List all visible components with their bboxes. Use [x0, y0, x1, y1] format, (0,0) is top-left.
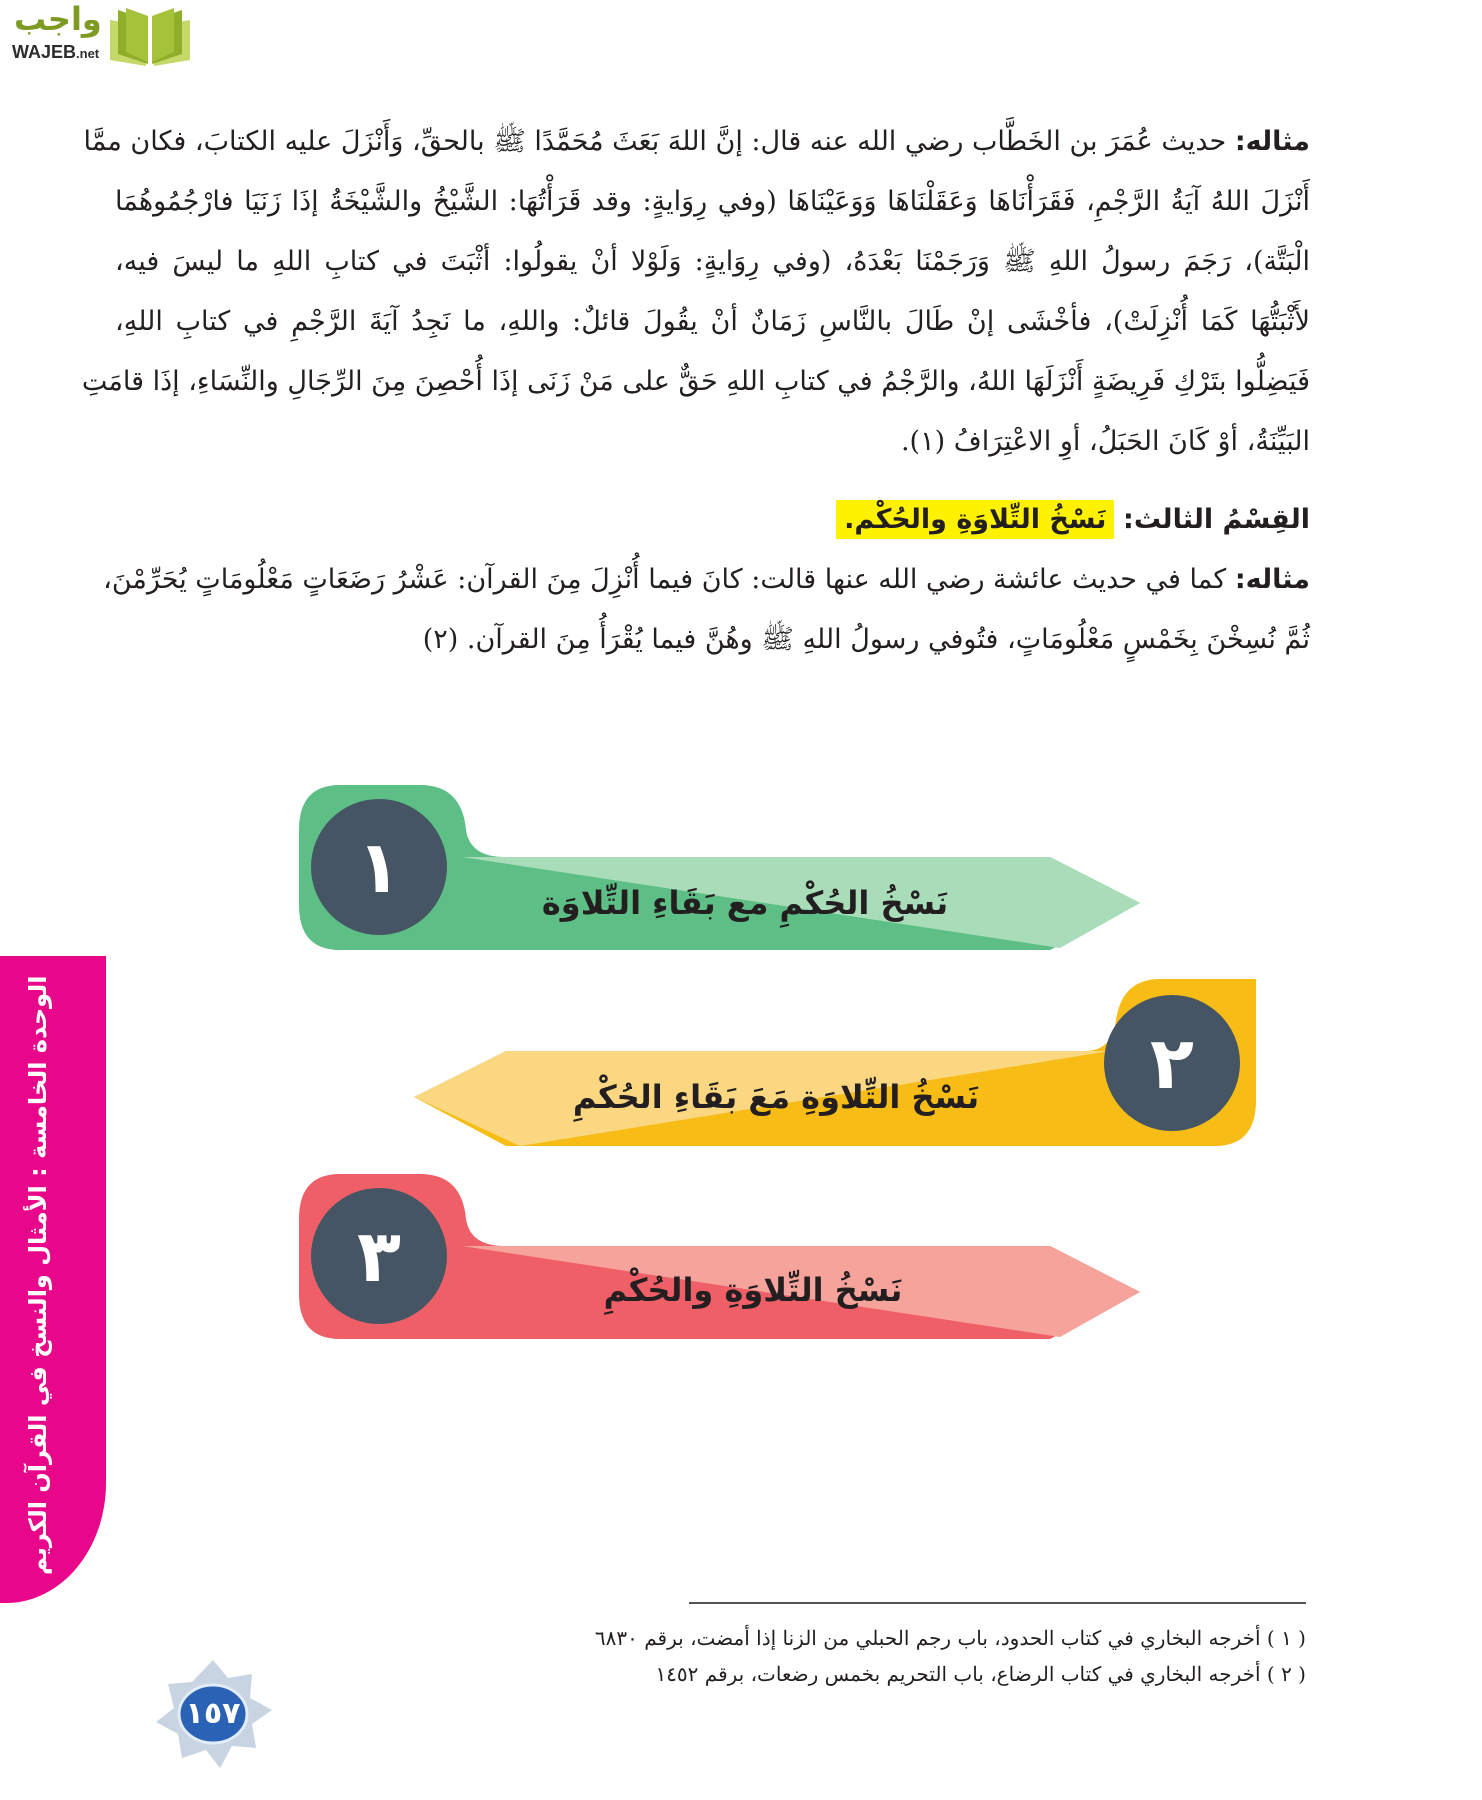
footnote-1: ( ١ ) أخرجه البخاري في كتاب الحدود، باب رجم الحبلي من الزنا إذا أمضت، برقم ٦٨٣٠ [594, 1626, 1306, 1650]
banner-3-text: نَسْخُ التِّلاوَةِ والحُكْمِ [603, 1271, 903, 1309]
text-line: الْبَتَّة)، رَجَمَ رسولُ اللهِ ﷺ وَرَجَمْنَا بَعْدَهُ، (وفي رِوَايةٍ: وَلَوْلا أنْ يقولُوا: أثْبَتَ في كتابِ اللهِ ما ليسَ فيه، [115, 246, 1311, 277]
section-heading: القِسْمُ الثالث: نَسْخُ التِّلاوَةِ والحُكْم. [115, 490, 1310, 550]
footnotes [560, 1620, 1306, 1692]
banner-1-text: نَسْخُ الحُكْمِ مع بَقَاءِ التِّلاوَة [541, 884, 949, 922]
text-line: ثُمَّ نُسِخْنَ بِخَمْسٍ مَعْلُومَاتٍ، فتُوفي رسولُ اللهِ ﷺ وهُنَّ فيما يُقْرَأُ مِنَ القرآن. (٢) [422, 624, 1310, 655]
text-line: مثاله: كما في حديث عائشة رضي الله عنها قالت: كانَ فيما أُنْزِلَ مِنَ القرآن: عَشْرُ رَضَعَاتٍ مَعْلُومَاتٍ يُحَرِّمْنَ، [103, 564, 1310, 595]
banner-3 [299, 1174, 1140, 1339]
example-label: مثاله: [1234, 126, 1310, 157]
banner-3-number: ٣ [357, 1214, 401, 1298]
banner-1-number: ١ [357, 825, 401, 909]
unit-title: الوحدة الخامسة : الأمثال والنسخ في القرآن الكريم [24, 976, 52, 1576]
banner-2 [414, 979, 1256, 1146]
text-line: لأَثْبَتُّهَا كَمَا أُنْزِلَتْ)، فأخْشَى إنْ طَالَ بالنَّاسِ زَمَانٌ أنْ يقُولَ قائلٌ: واللهِ، ما نَجِدُ آيَةَ الرَّجْمِ في كتابِ اللهِ، [115, 306, 1310, 337]
page-number: ١٥٧ [185, 1695, 241, 1731]
banner-1 [299, 785, 1140, 950]
text-line: البَيِّنَةُ، أوْ كَانَ الحَبَلُ، أوِ الاعْتِرَافُ (١). [900, 426, 1310, 457]
logo-latin-text: WAJEB.net [12, 42, 100, 62]
logo-arabic-text: واجب [14, 0, 102, 38]
banner-2-text: نَسْخُ التِّلاوَةِ مَعَ بَقَاءِ الحُكْمِ [572, 1078, 980, 1116]
highlighted-title: نَسْخُ التِّلاوَةِ والحُكْم. [836, 500, 1114, 539]
example-label: مثاله: [1234, 564, 1310, 595]
banner-2-number: ٢ [1150, 1021, 1194, 1105]
footnote-divider [689, 1602, 1306, 1604]
footnote-2: ( ٢ ) أخرجه البخاري في كتاب الرضاع، باب التحريم بخمس رضعات، برقم ١٤٥٢ [655, 1662, 1306, 1686]
unit-sidebar-tab [0, 956, 106, 1603]
text-line: فَيَضِلُّوا بتَرْكِ فَرِيضَةٍ أَنْزَلَهَا اللهُ، والرَّجْمُ في كتابِ اللهِ حَقٌّ على مَنْ زَنَى إذَا أُحْصِنَ مِنَ الرِّجَالِ والنِّسَاءِ، إذَا قامَتِ [81, 366, 1310, 397]
text-line: مثاله: حديث عُمَرَ بن الخَطَّاب رضي الله عنه قال: إنَّ اللهَ بَعَثَ مُحَمَّدًا ﷺ بالحقِّ، وَأَنْزَلَ عليه الكتابَ، فكان ممَّا [83, 126, 1310, 157]
page-number-badge [150, 1660, 276, 1780]
text-line: أَنْزَلَ اللهُ آيَةُ الرَّجْمِ، فَقَرَأْنَاهَا وَعَقَلْنَاهَا وَوَعَيْنَاهَا (وفي رِوَايةٍ: وقد قَرَأْتُهَا: الشَّيْخُ والشَّيْخَةُ إذَا زَنَيَا فارْجُمُوهُمَا [115, 186, 1310, 217]
